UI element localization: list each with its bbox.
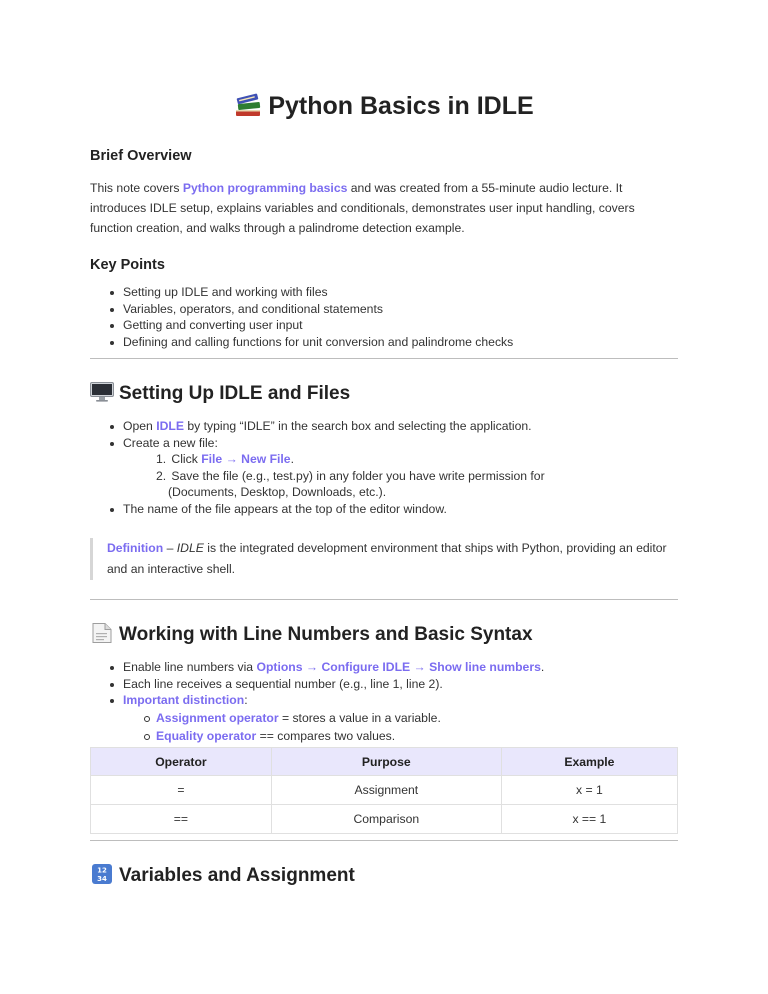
definition-label: Definition: [107, 541, 164, 555]
key-points-list: [123, 284, 678, 350]
table-cell: ==: [91, 805, 272, 834]
sub-list: [123, 709, 678, 746]
table-cell: Comparison: [271, 805, 501, 834]
list-item: Variables, operators, and conditional statements: [123, 301, 678, 318]
page-icon: [90, 623, 114, 643]
overview-text: This note covers Python programming basics and was created from a 55-minute audio lecture. It introduces IDLE setup, explains variables and conditionals, demonstrates user input handling, covers function creation, and walks through a palindrome detection example.: [90, 181, 635, 235]
definition-callout: Definition – IDLE is the integrated development environment that ships with Python, providing an editor and an interactive shell.: [90, 538, 678, 580]
table-header: Purpose: [271, 748, 501, 776]
list-item: Open IDLE by typing “IDLE” in the search box and selecting the application.: [123, 418, 678, 435]
page-title: Python Basics in IDLE: [90, 92, 678, 121]
svg-text:12: 12: [97, 866, 107, 875]
list-item: Assignment operator = stores a value in a variable.: [156, 709, 678, 728]
operator-table: [90, 747, 678, 834]
syntax-list: [123, 659, 678, 746]
divider: [90, 358, 678, 359]
table-row: [91, 805, 678, 834]
table-header: Operator: [91, 748, 272, 776]
table-header: Example: [501, 748, 677, 776]
overview-heading: Brief Overview: [90, 148, 192, 164]
divider: [90, 840, 678, 841]
table-cell: x == 1: [501, 805, 677, 834]
table-cell: =: [91, 776, 272, 805]
important-distinction-link: Important distinction: [123, 693, 245, 708]
svg-text:34: 34: [97, 875, 107, 883]
idle-link: IDLE: [156, 419, 184, 433]
table-row: [91, 776, 678, 805]
computer-icon: [90, 382, 114, 402]
list-item: Getting and converting user input: [123, 317, 678, 334]
list-item: Defining and calling functions for unit conversion and palindrome checks: [123, 334, 678, 351]
section-heading-setup: Setting Up IDLE and Files: [90, 382, 350, 405]
list-item: 1. Click File → New File.: [156, 452, 294, 467]
list-item: The name of the file appears at the top of the editor window.: [123, 501, 678, 518]
table-header-row: [91, 748, 678, 776]
python-basics-link: Python programming basics: [182, 181, 348, 195]
list-item: Each line receives a sequential number (e.g., line 1, line 2).: [123, 676, 678, 693]
list-item: Setting up IDLE and working with files: [123, 284, 678, 301]
list-item: Create a new file: 1. Click File → New File. 2. Save the file (e.g., test.py) in any folder you have write permission for (Documents, Desktop, Downloads, etc.).: [123, 435, 678, 501]
section-heading-variables: 12 34 Variables and Assignment: [90, 864, 355, 887]
list-item: Equality operator == compares two values.: [156, 727, 678, 746]
file-new-file-link: File → New File: [201, 452, 291, 467]
divider: [90, 599, 678, 600]
list-item: Enable line numbers via Options → Configure IDLE → Show line numbers.: [123, 659, 678, 676]
setup-list: [123, 418, 678, 518]
table-cell: x = 1: [501, 776, 677, 805]
section-heading-syntax: Working with Line Numbers and Basic Syntax: [90, 623, 533, 646]
table-cell: Assignment: [271, 776, 501, 805]
assignment-operator-link: Assignment operator: [156, 710, 279, 725]
show-line-numbers-link: Options → Configure IDLE → Show line numbers: [256, 660, 541, 674]
list-item: Important distinction: Assignment operator = stores a value in a variable. Equality operator == compares two values.: [123, 692, 678, 746]
numbers-icon: [90, 864, 114, 884]
sub-list: [123, 451, 678, 501]
equality-operator-link: Equality operator: [156, 729, 257, 744]
key-points-heading: Key Points: [90, 257, 165, 273]
list-item: 2. Save the file (e.g., test.py) in any folder you have write permission for (Documents, Desktop, Downloads, etc.).: [156, 468, 545, 500]
books-icon: [234, 92, 262, 118]
